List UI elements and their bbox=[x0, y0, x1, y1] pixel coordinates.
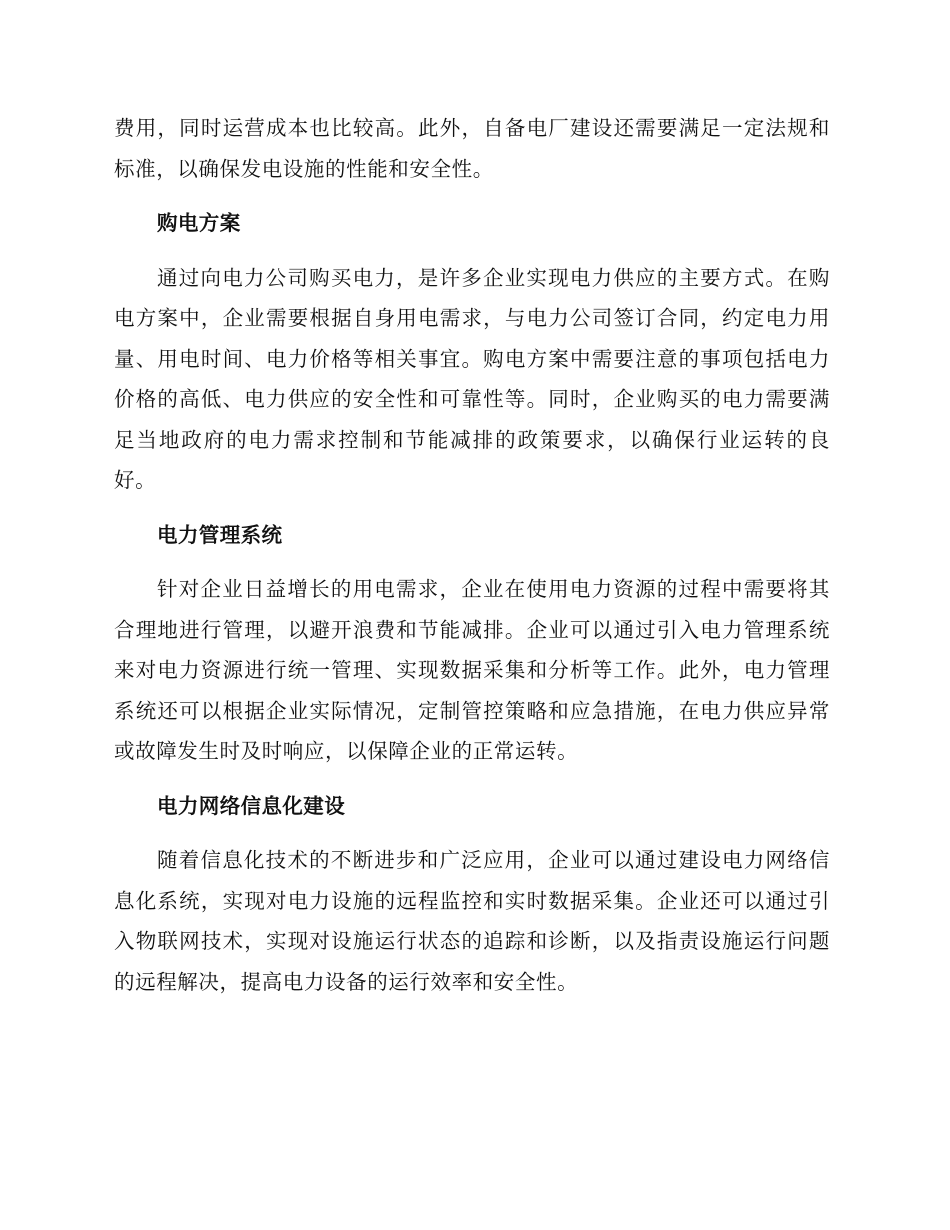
section-paragraph-power-purchase: 通过向电力公司购买电力，是许多企业实现电力供应的主要方式。在购电方案中，企业需要根据自身用电需求，与电力公司签订合同，约定电力用量、用电时间、电力价格等相关事宜。购电方案中需要注意的事项包括电力价格的高低、电力供应的安全性和可靠性等。同时，企业购买的电力需要满足当地政府的电力需求控制和节能减排的政策要求，以确保行业运转的良好。 bbox=[114, 265, 830, 492]
section-heading-power-management: 电力管理系统 bbox=[157, 522, 283, 547]
intro-paragraph: 费用，同时运营成本也比较高。此外，自备电厂建设还需要满足一定法规和标准，以确保发电设施的性能和安全性。 bbox=[114, 116, 830, 181]
section-heading-power-purchase: 购电方案 bbox=[157, 211, 241, 235]
section-paragraph-network-informatization: 随着信息化技术的不断进步和广泛应用，企业可以通过建设电力网络信息化系统，实现对电力设施的远程监控和实时数据采集。企业还可以通过引入物联网技术，实现对设施运行状态的追踪和诊断，以及指责设施运行问题的远程解决，提高电力设备的运行效率和安全性。 bbox=[114, 848, 830, 994]
section-heading-network-informatization: 电力网络信息化建设 bbox=[157, 793, 346, 818]
section-paragraph-power-management: 针对企业日益增长的用电需求，企业在使用电力资源的过程中需要将其合理地进行管理，以避开浪费和节能减排。企业可以通过引入电力管理系统来对电力资源进行统一管理、实现数据采集和分析等工作。此外，电力管理系统还可以根据企业实际情况，定制管控策略和应急措施，在电力供应异常或故障发生时及时响应，以保障企业的正常运转。 bbox=[114, 577, 830, 763]
document-body bbox=[114, 108, 830, 1002]
